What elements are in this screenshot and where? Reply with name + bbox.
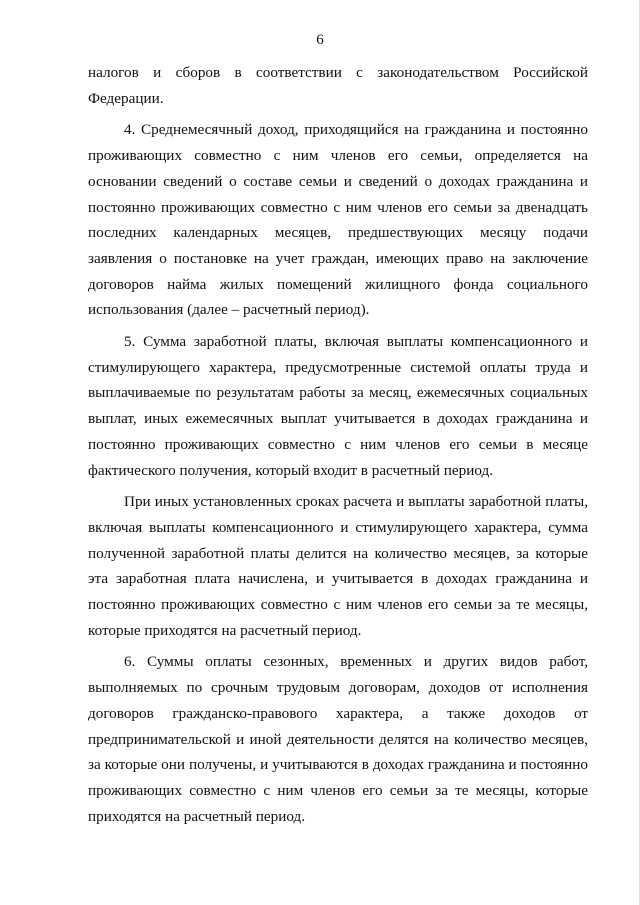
page-number: 6	[316, 32, 324, 48]
paragraph-item-5: 5. Сумма заработной платы, включая выплаты компенсационного и стимулирующего характера, предусмотренные системой оплаты труда и выплачиваемые по результатам работы за месяц, ежемесячных социальных выплат, иных ежемесячных выплат учитывается в доходах гражданина и постоянно проживающих совместно с ним членов его семьи в месяце фактического получения, который входит в расчетный период.	[88, 333, 588, 479]
document-body	[88, 60, 588, 832]
paragraph-other-terms: При иных установленных сроках расчета и выплаты заработной платы, включая выплаты компенсационного и стимулирующего характера, сумма полученной заработной платы делится на количество месяцев, за которые эта заработная плата начислена, и учитывается в доходах гражданина и постоянно проживающих совместно с ним членов его семьи за те месяцы, которые приходятся на расчетный период.	[88, 493, 588, 639]
paragraph-item-6: 6. Суммы оплаты сезонных, временных и других видов работ, выполняемых по срочным трудовым договорам, доходов от исполнения договоров гражданско-правового характера, а также доходов от предпринимательской и иной деятельности делятся на количество месяцев, за которые они получены, и учитываются в доходах гражданина и постоянно проживающих совместно с ним членов его семьи за те месяцы, которые приходятся на расчетный период.	[88, 653, 588, 825]
paragraph-continuation: налогов и сборов в соответствии с законодательством Российской Федерации.	[88, 64, 588, 107]
paragraph-item-4: 4. Среднемесячный доход, приходящийся на гражданина и постоянно проживающих совместно с ним членов его семьи, определяется на основании сведений о составе семьи и сведений о доходах гражданина и постоянно проживающих совместно с ним членов его семьи за двенадцать последних календарных месяцев, предшествующих месяцу подачи заявления о постановке на учет граждан, имеющих право на заключение договоров найма жилых помещений жилищного фонда социального использования (далее – расчетный период).	[88, 121, 588, 319]
